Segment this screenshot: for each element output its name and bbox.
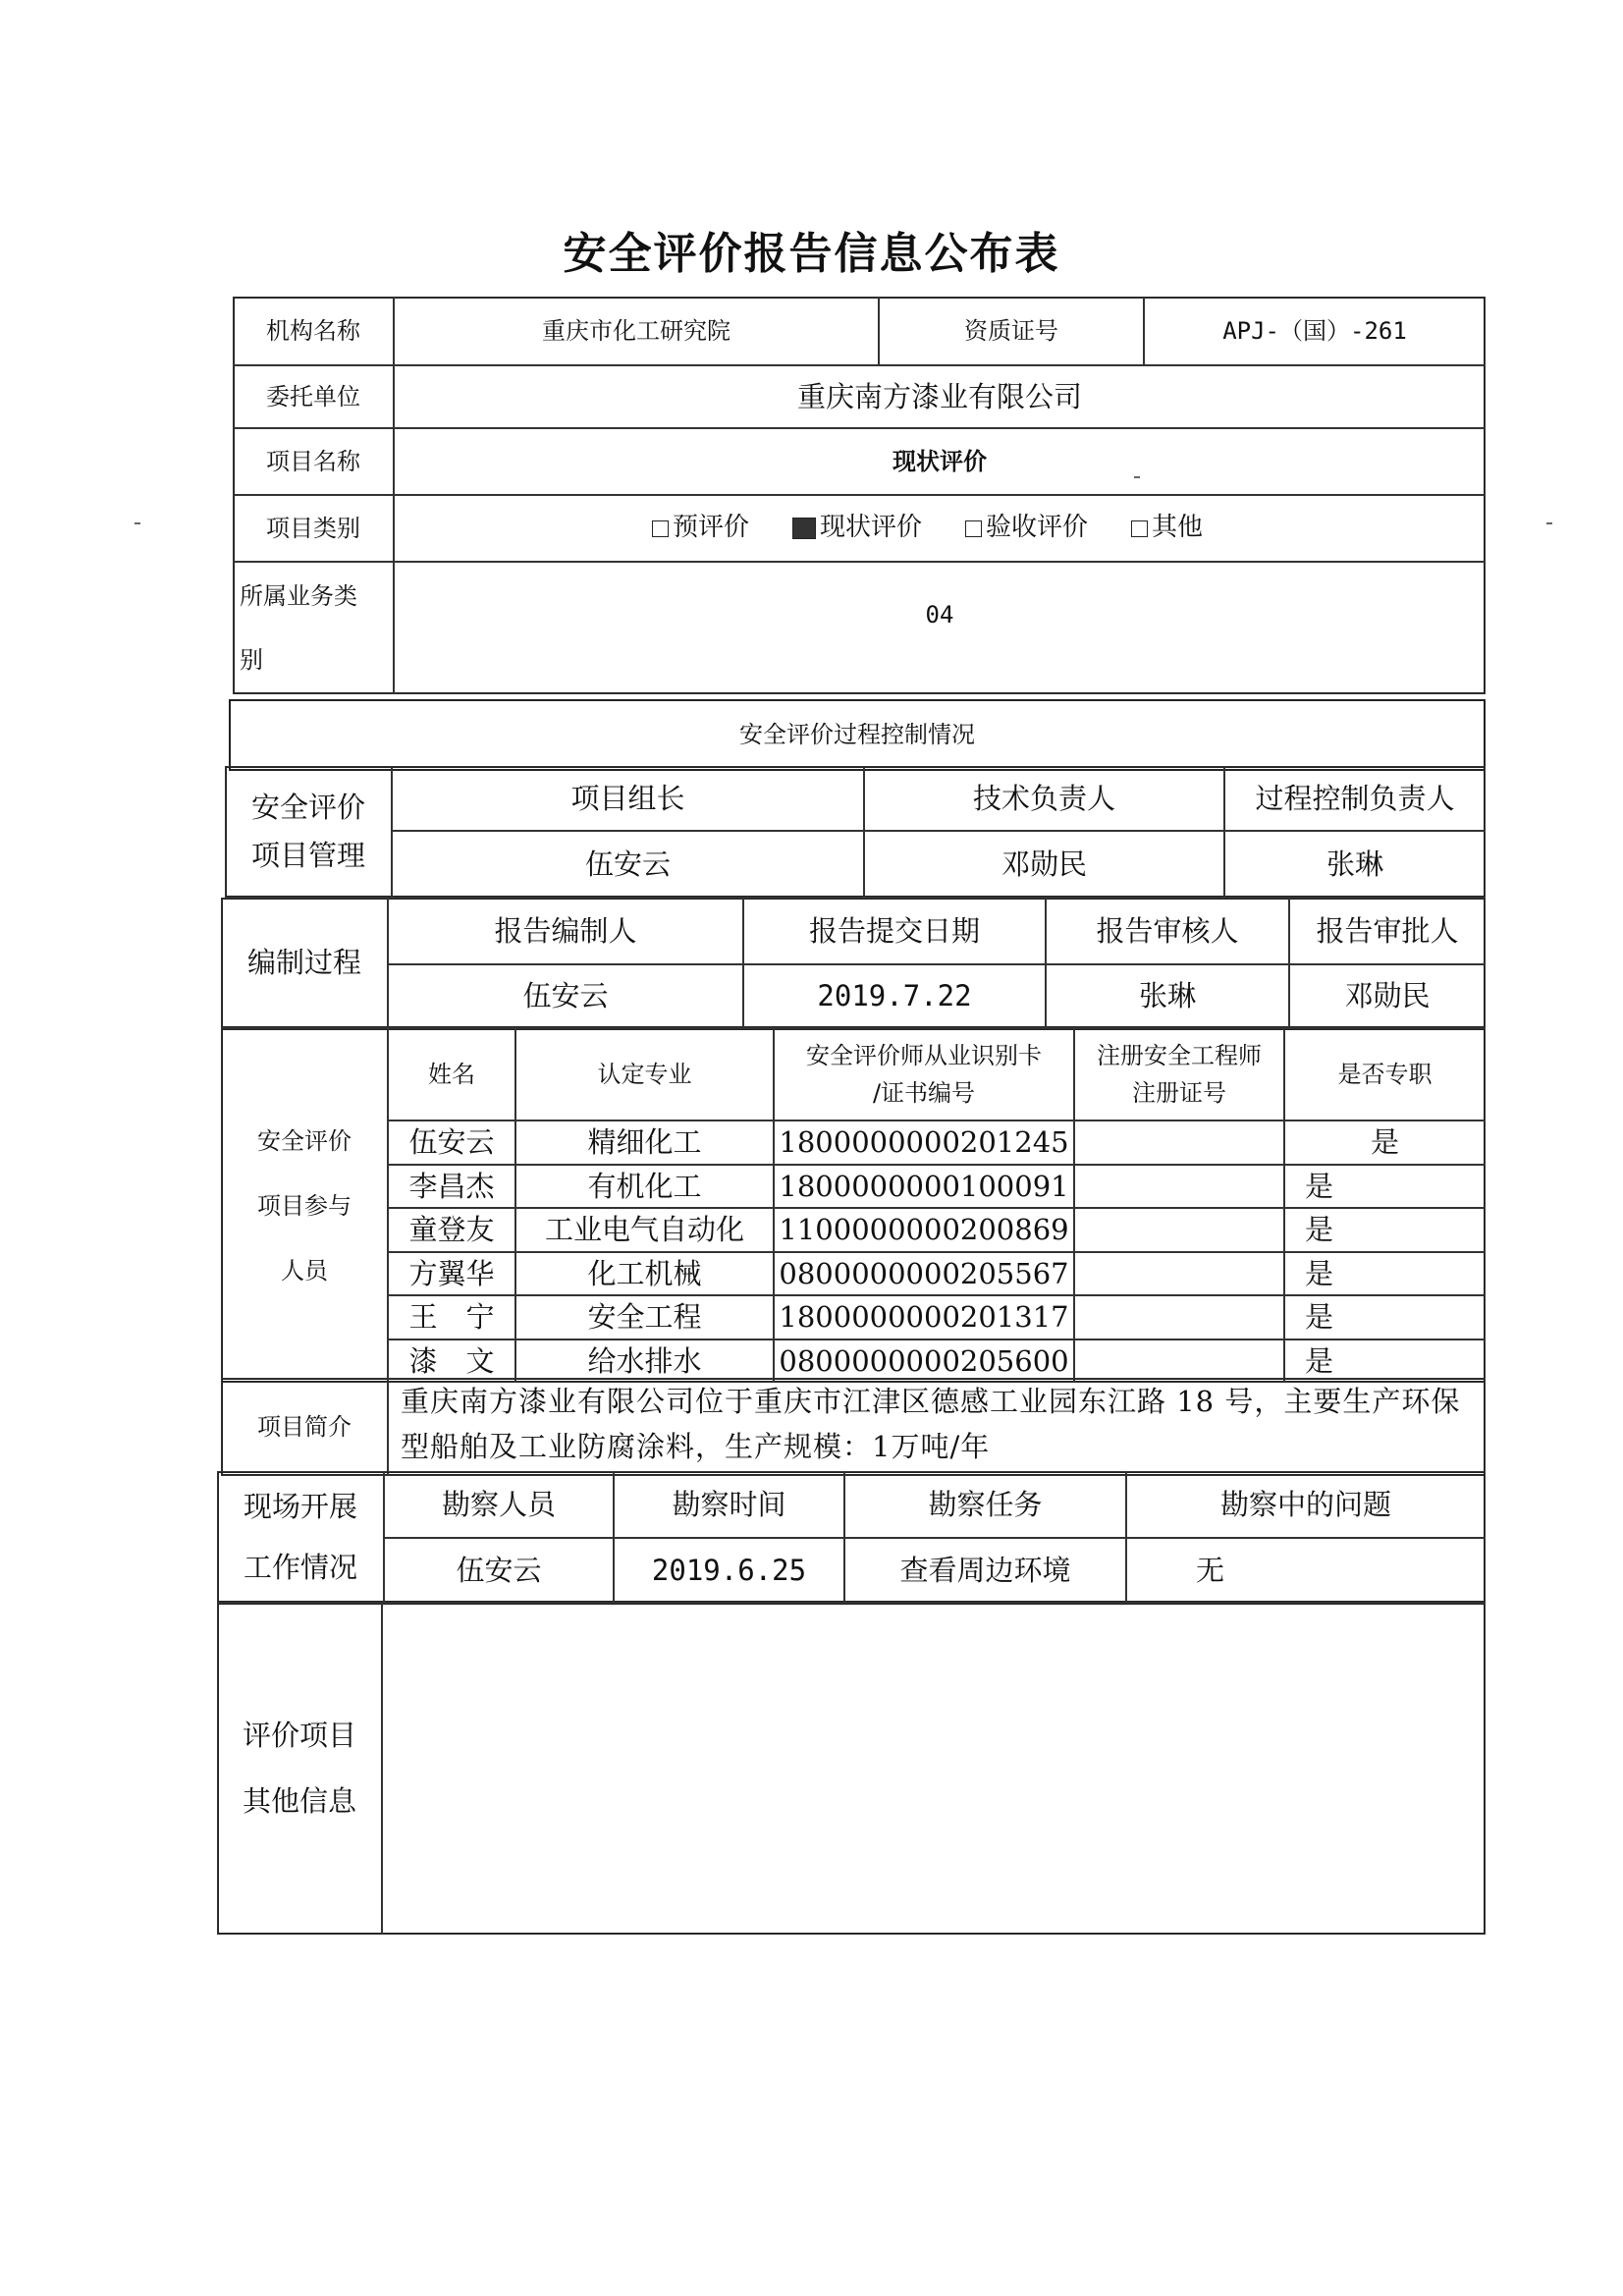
- checkbox-icon: [965, 520, 982, 537]
- summary-text: 重庆南方漆业有限公司位于重庆市江津区德感工业园东江路 18 号，主要生产环保型船舶及工业防腐涂料，生产规模：1万吨/年: [388, 1378, 1486, 1476]
- checkbox-icon: [652, 520, 669, 537]
- row-specialty: 精细化工: [515, 1121, 774, 1165]
- mgmt-value-tech: 邓勋民: [864, 831, 1224, 898]
- other-label: 评价项目 其他信息: [217, 1603, 382, 1935]
- compile-header-approver: 报告审批人: [1289, 898, 1486, 964]
- onsite-header-issue: 勘察中的问题: [1126, 1471, 1486, 1538]
- row-fulltime: 是: [1284, 1121, 1486, 1165]
- compile-value-reviewer: 张琳: [1046, 964, 1289, 1028]
- project-name-value: 现状评价: [394, 428, 1486, 495]
- category-option-pre[interactable]: 预评价: [652, 508, 749, 549]
- mgmt-value-leader: 伍安云: [392, 831, 864, 898]
- cert-value: APJ-（国）-261: [1144, 297, 1486, 365]
- onsite-value-issue: 无: [1126, 1538, 1486, 1603]
- org-name-value: 重庆市化工研究院: [394, 297, 879, 365]
- onsite-value-task: 查看周边环境: [844, 1538, 1126, 1603]
- mgmt-header-leader: 项目组长: [392, 766, 864, 831]
- row-fulltime: 是: [1284, 1339, 1486, 1383]
- compile-value-date: 2019.7.22: [743, 964, 1046, 1028]
- checkbox-checked-icon: [792, 518, 816, 539]
- cert-label: 资质证号: [879, 297, 1144, 365]
- row-specialty: 有机化工: [515, 1165, 774, 1208]
- checkbox-icon: [1131, 520, 1148, 537]
- row-name: 伍安云: [388, 1121, 515, 1165]
- row-name: 童登友: [388, 1208, 515, 1252]
- onsite-label: 现场开展 工作情况: [217, 1471, 384, 1603]
- participants-label: 安全评价 项目参与 人员: [221, 1028, 388, 1383]
- row-specialty: 安全工程: [515, 1295, 774, 1339]
- row-specialty: 化工机械: [515, 1252, 774, 1295]
- row-reg: [1074, 1208, 1284, 1252]
- row-name: 方翼华: [388, 1252, 515, 1295]
- row-reg: [1074, 1165, 1284, 1208]
- project-name-label: 项目名称: [233, 428, 394, 495]
- col-header-reg: 注册安全工程师 注册证号: [1074, 1028, 1284, 1121]
- row-fulltime: 是: [1284, 1165, 1486, 1208]
- mgmt-header-process: 过程控制负责人: [1224, 766, 1486, 831]
- col-header-specialty: 认定专业: [515, 1028, 774, 1121]
- mgmt-value-process: 张琳: [1224, 831, 1486, 898]
- scan-mark: [135, 522, 140, 524]
- row-reg: [1074, 1121, 1284, 1165]
- row-name: 王 宁: [388, 1295, 515, 1339]
- row-card: 0800000000205600: [774, 1339, 1074, 1383]
- process-title: 安全评价过程控制情况: [739, 721, 975, 749]
- row-card: 0800000000205567: [774, 1252, 1074, 1295]
- row-card: 1800000000201317: [774, 1295, 1074, 1339]
- col-header-card: 安全评价师从业识别卡 /证书编号: [774, 1028, 1074, 1121]
- compile-header-reviewer: 报告审核人: [1046, 898, 1289, 964]
- compile-value-author: 伍安云: [388, 964, 743, 1028]
- client-value: 重庆南方漆业有限公司: [394, 365, 1486, 428]
- page-title: 安全评价报告信息公布表: [563, 229, 1060, 279]
- category-label: 项目类别: [233, 495, 394, 562]
- mgmt-header-tech: 技术负责人: [864, 766, 1224, 831]
- row-card: 1800000000201245: [774, 1121, 1074, 1165]
- onsite-header-staff: 勘察人员: [384, 1471, 614, 1538]
- category-option-other[interactable]: 其他: [1131, 508, 1203, 549]
- row-fulltime: 是: [1284, 1252, 1486, 1295]
- compile-value-approver: 邓勋民: [1289, 964, 1486, 1028]
- onsite-header-time: 勘察时间: [614, 1471, 844, 1538]
- onsite-value-time: 2019.6.25: [614, 1538, 844, 1603]
- business-label: 所属业务类 别: [233, 562, 394, 694]
- onsite-header-task: 勘察任务: [844, 1471, 1126, 1538]
- category-option-acceptance[interactable]: 验收评价: [965, 508, 1088, 549]
- row-name: 漆 文: [388, 1339, 515, 1383]
- compile-header-author: 报告编制人: [388, 898, 743, 964]
- row-fulltime: 是: [1284, 1208, 1486, 1252]
- category-option-current[interactable]: 现状评价: [792, 508, 922, 549]
- row-specialty: 给水排水: [515, 1339, 774, 1383]
- management-label: 安全评价 项目管理: [225, 766, 392, 898]
- col-header-name: 姓名: [388, 1028, 515, 1121]
- row-fulltime: 是: [1284, 1295, 1486, 1339]
- onsite-value-staff: 伍安云: [384, 1538, 614, 1603]
- row-card: 1100000000200869: [774, 1208, 1074, 1252]
- row-name: 李昌杰: [388, 1165, 515, 1208]
- summary-label: 项目简介: [221, 1378, 388, 1476]
- row-reg: [1074, 1339, 1284, 1383]
- client-label: 委托单位: [233, 365, 394, 428]
- row-reg: [1074, 1252, 1284, 1295]
- category-options: [394, 495, 1486, 562]
- compile-label: 编制过程: [221, 898, 388, 1028]
- other-value: [382, 1603, 1486, 1935]
- scan-mark: [1546, 522, 1552, 524]
- row-reg: [1074, 1295, 1284, 1339]
- compile-header-date: 报告提交日期: [743, 898, 1046, 964]
- business-value: 04: [394, 562, 1486, 694]
- org-name-label: 机构名称: [233, 297, 394, 365]
- col-header-fulltime: 是否专职: [1284, 1028, 1486, 1121]
- row-card: 1800000000100091: [774, 1165, 1074, 1208]
- row-specialty: 工业电气自动化: [515, 1208, 774, 1252]
